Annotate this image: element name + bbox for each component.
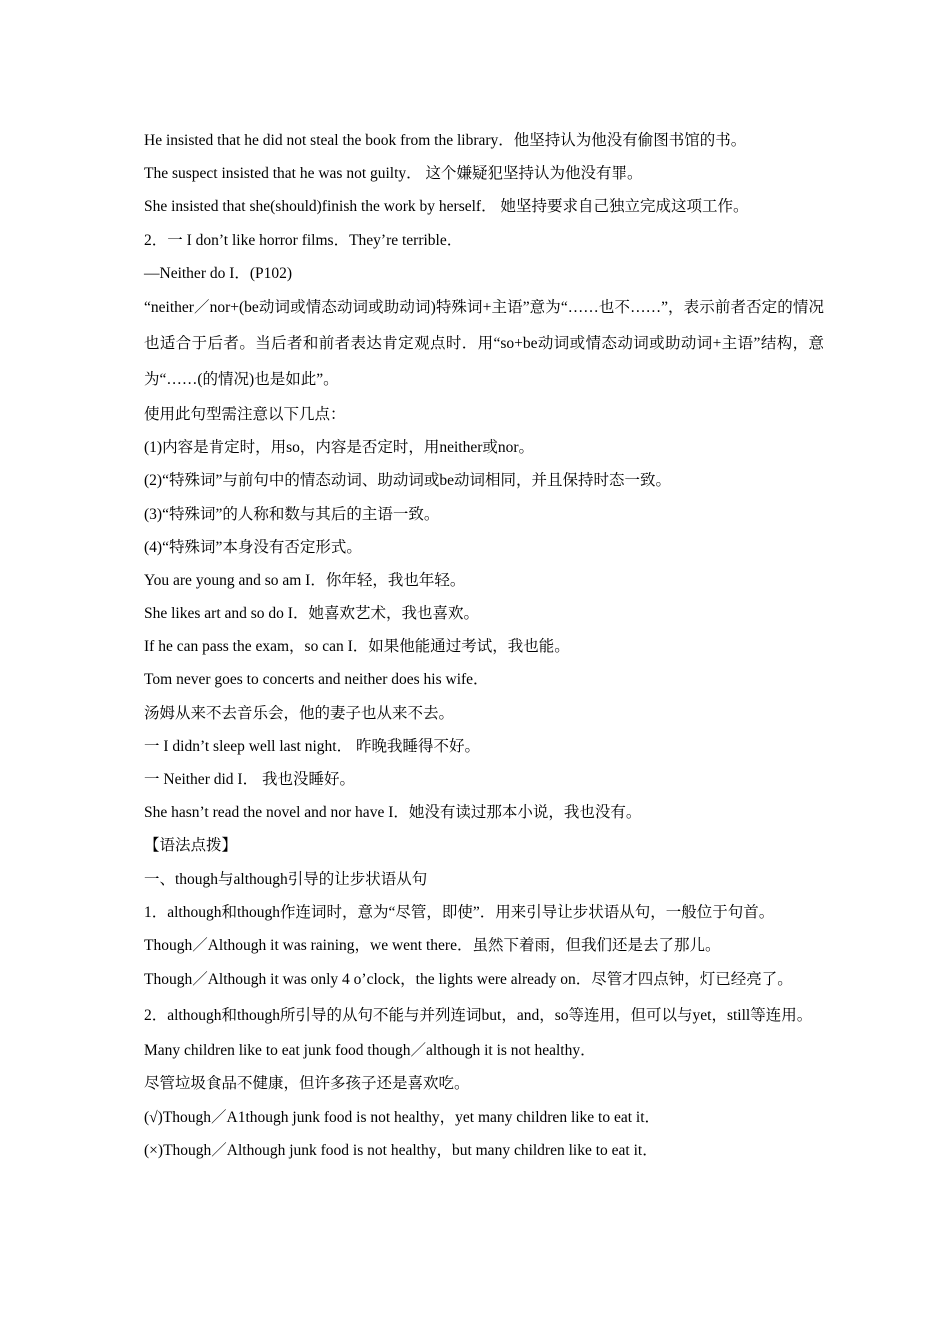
example-so-am-i: You are young and so am I．你年轻，我也年轻。 [144, 571, 466, 589]
example-though-raining: Though／Although it was raining，we went there．虽然下着雨，但我们还是去了那儿。 [144, 936, 721, 954]
example-though-lights: Though／Although it was only 4 o’clock，the lights were already on．尽管才四点钟，灯已经亮了。 [144, 971, 793, 989]
usage-notes-intro: 使用此句型需注意以下几点： [144, 405, 346, 423]
grammar-point-1: 1．although和though作连词时，意为“尽管，即使”．用来引导让步状语从句，一般位于句首。 [144, 903, 775, 921]
example-nor-have-i: She hasn’t read the novel and nor have I．她没有读过那本小说，我也没有。 [144, 804, 642, 822]
neither-nor-explanation: “neither／nor+(be动词或情态动词或助动词)特殊词+主语”意为“……也不……”，表示前者否定的情况也适合于后者。当后者和前者表达肯定观点时．用“so+be动词或情态动词或助动词+主语”结构，意为“……(的情况)也是如此”。 [144, 298, 824, 388]
example-insisted-guilty: The suspect insisted that he was not guilty． 这个嫌疑犯坚持认为他没有罪。 [144, 165, 643, 183]
grammar-section-heading: 【语法点拨】 [144, 837, 238, 855]
dialogue-line-2: 一 Neither did I． 我也没睡好。 [144, 771, 355, 788]
usage-note-4: (4)“特殊词”本身没有否定形式。 [144, 538, 362, 556]
grammar-point-2: 2．although和though所引导的从句不能与并列连词but，and，so等连用，但可以与yet，still等连用。 [144, 1007, 813, 1025]
example-insisted-finish: She insisted that she(should)finish the work by herself． 她坚持要求自己独立完成这项工作。 [144, 198, 749, 216]
correct-example: (√)Though／A1though junk food is not healthy，yet many children like to eat it． [144, 1108, 661, 1126]
example-so-do-i: She likes art and so do I．她喜欢艺术，我也喜欢。 [144, 605, 479, 623]
incorrect-example: (×)Though／Although junk food is not healthy，but many children like to eat it． [144, 1141, 658, 1159]
example-insisted-steal: He insisted that he did not steal the book from the library．他坚持认为他没有偷图书馆的书。 [144, 132, 747, 149]
item-2-heading: 2．一 I don’t like horror films．They’re terrible． [144, 231, 463, 249]
usage-note-2: (2)“特殊词”与前句中的情态动词、助动词或be动词相同，并且保持时态一致。 [144, 472, 671, 490]
example-junk-food-chinese: 尽管垃圾食品不健康，但许多孩子还是喜欢吃。 [144, 1075, 470, 1093]
dialogue-line-1: 一 I didn’t sleep well last night． 昨晚我睡得不好。 [144, 737, 480, 755]
example-neither-does-chinese: 汤姆从来不去音乐会，他的妻子也从来不去。 [144, 704, 455, 722]
example-junk-food-english: Many children like to eat junk food though／although it is not healthy． [144, 1042, 596, 1060]
usage-note-3: (3)“特殊词”的人称和数与其后的主语一致。 [144, 505, 440, 523]
example-neither-does-english: Tom never goes to concerts and neither does his wife． [144, 671, 489, 689]
example-so-can-i: If he can pass the exam，so can I．如果他能通过考试，我也能。 [144, 638, 570, 656]
item-2-response: —Neither do I．(P102) [144, 264, 293, 282]
usage-note-1: (1)内容是肯定时，用so，内容是否定时，用neither或nor。 [144, 439, 535, 457]
document-body [144, 124, 824, 1167]
grammar-subheading-though: 一、though与although引导的让步状语从句 [144, 870, 428, 888]
